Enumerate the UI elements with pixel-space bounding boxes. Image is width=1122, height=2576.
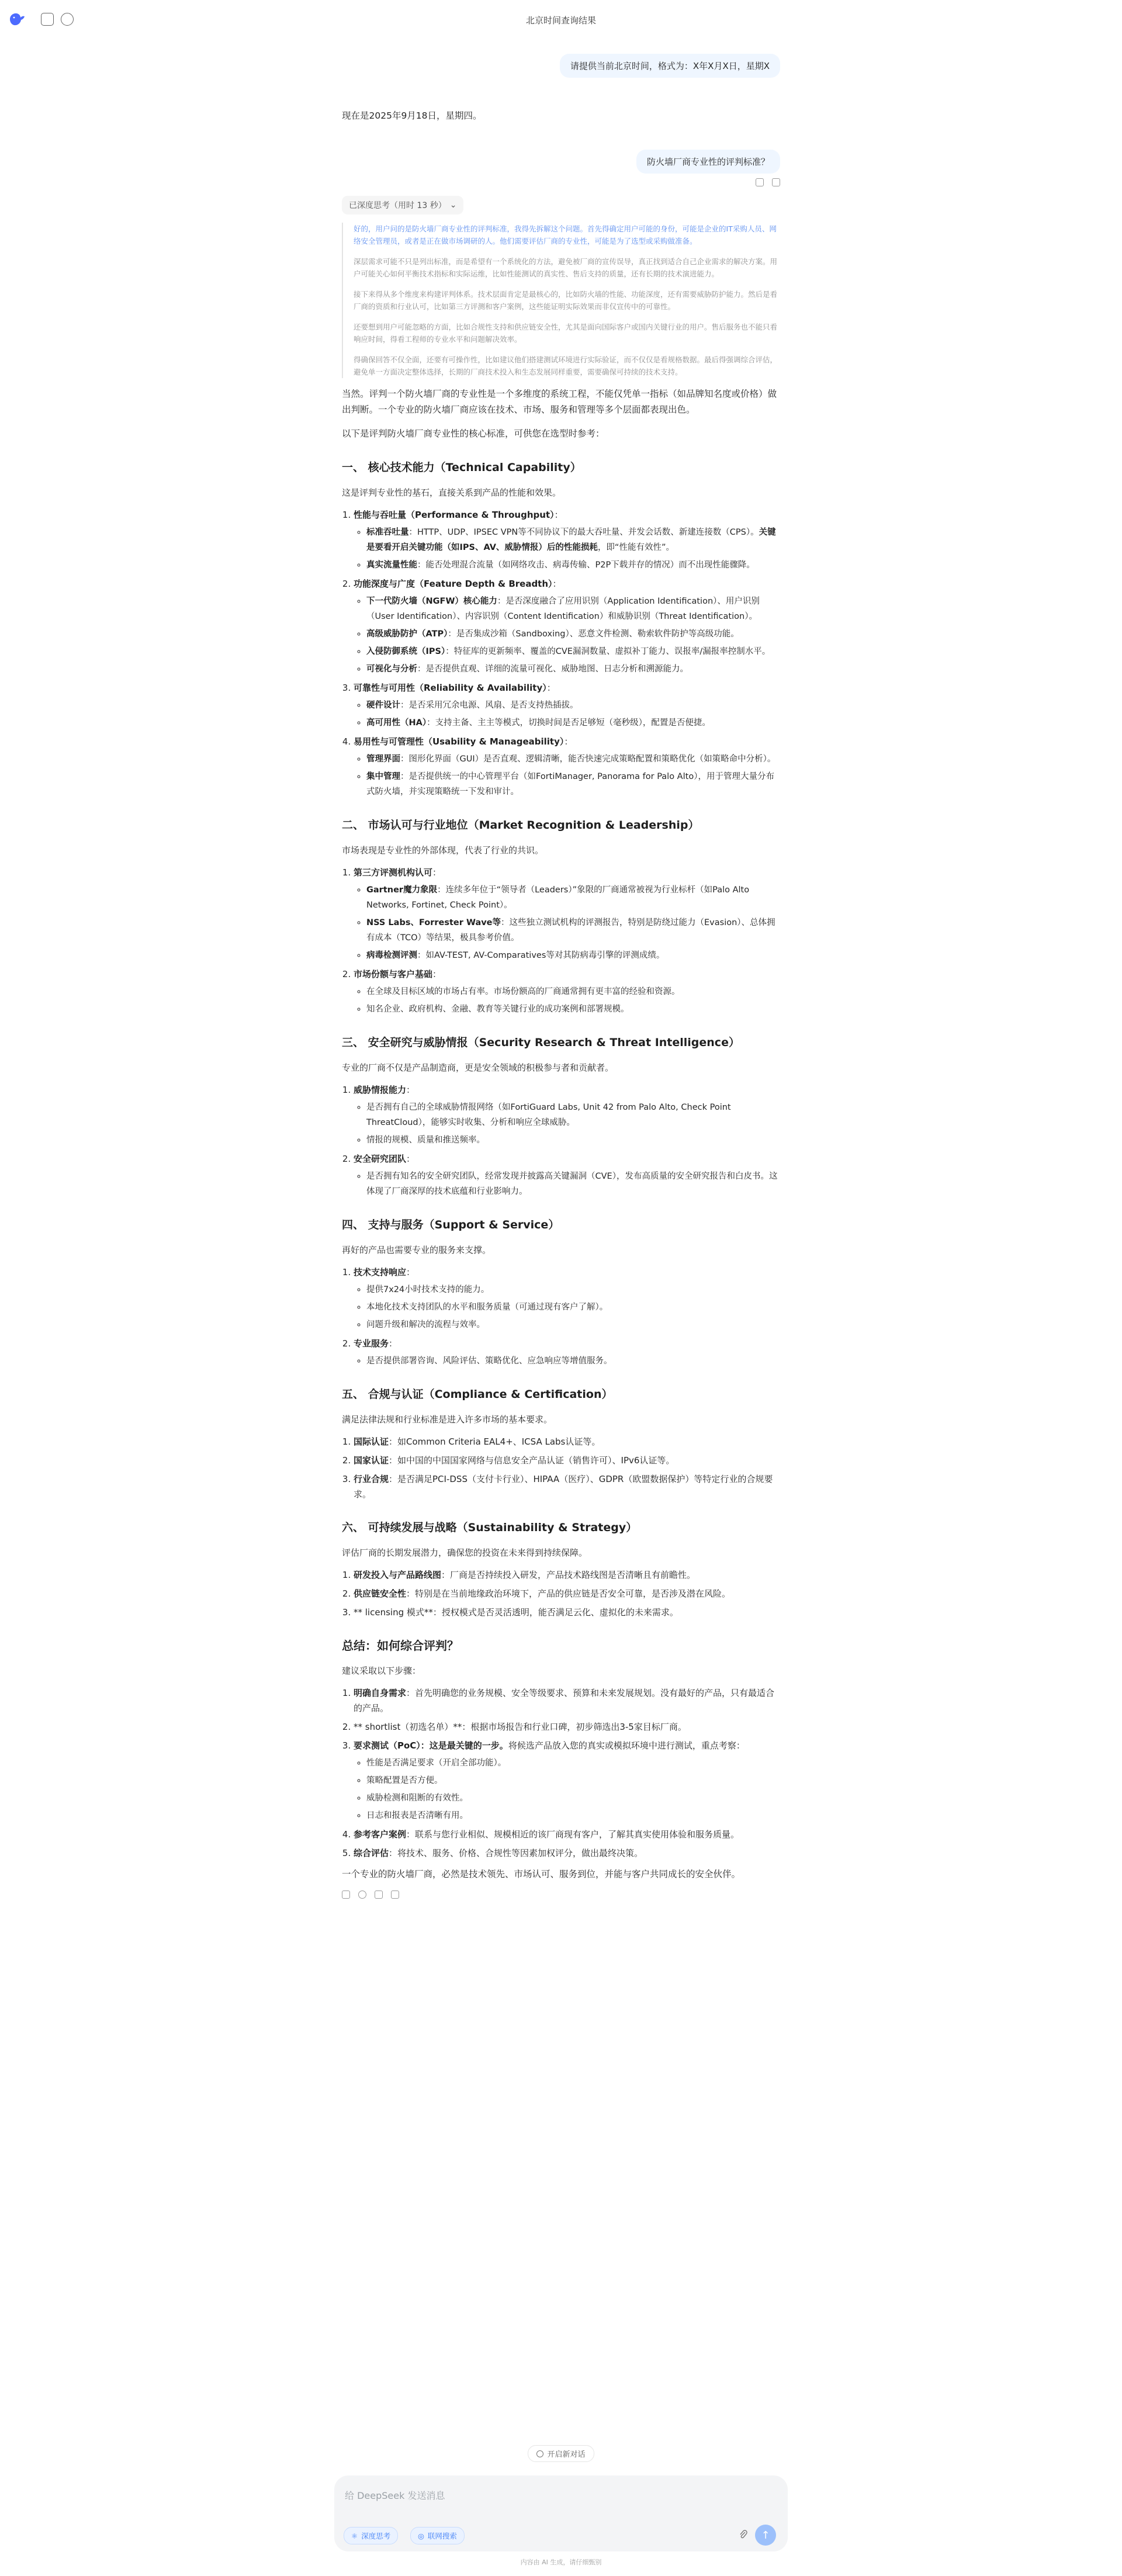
thinking-toggle[interactable] bbox=[342, 196, 463, 214]
sub-item bbox=[366, 769, 780, 799]
item-text: ：如中国的中国国家网络与信息安全产品认证（销售许可）、IPv6认证等。 bbox=[389, 1455, 675, 1466]
deep-think-toggle[interactable] bbox=[344, 2527, 398, 2544]
item-heading: 可靠性与可用性（Reliability & Availability） bbox=[354, 683, 547, 693]
sub-text: 日志和报表是否清晰有用。 bbox=[366, 1811, 468, 1820]
arrow-up-icon: ↑ bbox=[761, 2529, 770, 2542]
summary-title: 总结：如何综合评判？ bbox=[342, 1639, 459, 1653]
sub-item bbox=[366, 698, 780, 713]
summary-intro: 建议采取以下步骤： bbox=[342, 1666, 421, 1676]
sub-item bbox=[366, 1282, 780, 1297]
thinking-paragraph: 还要想到用户可能忽略的方面，比如合规性支持和供应链安全性，尤其是面向国际客户或国内关键行业的用户。售后服务也不能只看响应时间，得看工程师的专业水平和问题解决效率。 bbox=[354, 323, 778, 344]
item-heading: 参考客户案例 bbox=[354, 1829, 407, 1840]
answer-section bbox=[342, 1217, 780, 1369]
sub-heading: 高级威胁防护（ATP） bbox=[366, 629, 448, 639]
assistant-message: 现在是2025年9月18日，星期四。 bbox=[342, 110, 482, 121]
item-heading: 功能深度与广度（Feature Depth & Breadth） bbox=[354, 579, 553, 589]
copy-icon[interactable] bbox=[756, 178, 764, 186]
sub-list bbox=[354, 1756, 780, 1823]
sub-text: ：特征库的更新频率、覆盖的CVE漏洞数量、虚拟补丁能力、误报率/漏报率控制水平。 bbox=[445, 647, 771, 656]
user-message: 请提供当前北京时间，格式为：X年X月X日，星期X bbox=[560, 54, 780, 78]
sub-text: ：这些独立测试机构的评测报告，特别是防绕过能力（Evasion）、总体拥有成本（TCO）等结果，极具参考价值。 bbox=[366, 918, 775, 943]
thinking-paragraph: 深层需求可能不只是列出标准，而是希望有一个系统化的方法，避免被厂商的宣传误导，真正找到适合自己企业需求的解决方案。用户可能关心如何平衡技术指标和实际运维，比如性能测试的真实性、售后支持的质量，还有长期的技术演进能力。 bbox=[354, 257, 778, 278]
sub-text: 性能是否满足要求（开启全部功能）。 bbox=[366, 1758, 507, 1768]
item-heading: 供应链安全性 bbox=[354, 1588, 407, 1599]
sub-item bbox=[366, 1300, 780, 1315]
section-list bbox=[342, 1082, 780, 1199]
sub-item bbox=[366, 915, 780, 946]
list-item bbox=[354, 1846, 780, 1861]
sub-text: ：能否处理混合流量（如网络攻击、病毒传输、P2P下载并存的情况）而不出现性能骤降。 bbox=[417, 560, 755, 570]
thinking-paragraph: 好的，用户问的是防火墙厂商专业性的评判标准，我得先拆解这个问题。首先得确定用户可能的身份，可能是企业的IT采购人员、网络安全管理员，或者是正在做市场调研的人。他们需要评估厂商的专业性，可能是为了选型或采购做准备。 bbox=[354, 224, 777, 245]
sub-item bbox=[366, 1169, 780, 1199]
thinking-paragraph: 接下来得从多个维度来构建评判体系。技术层面肯定是最核心的，比如防火墙的性能、功能深度，还有需要威胁防护能力。然后是看厂商的资质和行业认可，比如第三方评测和客户案例，这些能证明实际效果而非仅宣传中的可靠性。 bbox=[354, 290, 778, 311]
sub-text: 情报的规模、质量和推送频率。 bbox=[366, 1135, 485, 1145]
thinking-paragraph: 得确保回答不仅全面，还要有可操作性，比如建议他们搭建测试环境进行实际验证，而不仅仅是看规格数据。最后得强调综合评估，避免单一方面决定整体选择，长期的厂商技术投入和生态发展同样重要，需要确保可持续的技术支持。 bbox=[354, 355, 778, 376]
sub-list bbox=[354, 1282, 780, 1332]
thinking-label: 已深度思考（用时 13 秒） bbox=[349, 201, 446, 210]
chevron-down-icon: ⌄ bbox=[449, 200, 457, 210]
sub-list bbox=[354, 752, 780, 799]
item-text: ： bbox=[564, 736, 573, 747]
item-text: ：首先明确您的业务规模、安全等级要求、预算和未来发展规划。没有最好的产品，只有最适合的产品。 bbox=[354, 1688, 775, 1713]
section-title: 四、 支持与服务（Support & Service） bbox=[342, 1218, 560, 1231]
sub-text: ，即“性能有效性”。 bbox=[597, 543, 674, 552]
answer-actions bbox=[342, 1891, 780, 1899]
list-item bbox=[354, 680, 780, 730]
summary-section bbox=[342, 1637, 780, 1882]
item-text: ： bbox=[432, 867, 442, 878]
section-list bbox=[342, 1265, 780, 1369]
section-list bbox=[342, 507, 780, 799]
item-heading: 综合评估 bbox=[354, 1848, 389, 1858]
item-text: ：联系与您行业相似、规模相近的该厂商现有客户，了解其真实使用体验和服务质量。 bbox=[406, 1829, 740, 1840]
sub-item bbox=[366, 1756, 780, 1771]
section-intro: 评估厂商的长期发展潜力，确保您的投资在未来得到持续保障。 bbox=[342, 1547, 588, 1558]
item-heading: 国家认证 bbox=[354, 1455, 389, 1466]
sub-heading: Gartner魔力象限 bbox=[366, 885, 438, 895]
answer-section bbox=[342, 1519, 780, 1620]
summary-list bbox=[342, 1685, 780, 1861]
list-item bbox=[354, 1827, 780, 1842]
message-actions bbox=[342, 178, 780, 186]
deep-think-label: 深度思考 bbox=[361, 2532, 391, 2540]
attach-icon[interactable] bbox=[738, 2529, 749, 2540]
list-item bbox=[354, 1434, 780, 1449]
edit-icon[interactable] bbox=[772, 178, 780, 186]
sub-item bbox=[366, 1791, 780, 1806]
section-intro: 满足法律法规和行业标准是进入许多市场的基本要求。 bbox=[342, 1414, 553, 1425]
thinking-content bbox=[342, 223, 780, 378]
sub-text: 是否拥有自己的全球威胁情报网络（如FortiGuard Labs, Unit 42 from Palo Alto, Check Point ThreatCloud），能够实时收集、分析和响应全球威胁。 bbox=[366, 1103, 731, 1127]
sub-heading: 下一代防火墙（NGFW）核心能力 bbox=[366, 597, 497, 606]
item-text: 将候选产品放入您的真实或模拟环境中进行测试，重点考察： bbox=[508, 1740, 745, 1751]
new-chat-button[interactable] bbox=[528, 2445, 594, 2462]
sub-text: 问题升级和解决的流程与效率。 bbox=[366, 1320, 485, 1329]
section-title: 三、 安全研究与威胁情报（Security Research & Threat Intelligence） bbox=[342, 1036, 740, 1049]
sub-heading: 病毒检测评测 bbox=[366, 951, 417, 960]
sub-text: 是否提供部署咨询、风险评估、策略优化、应急响应等增值服务。 bbox=[366, 1356, 612, 1366]
top-bar bbox=[0, 0, 1122, 37]
list-item bbox=[354, 1082, 780, 1148]
item-heading: 安全研究团队 bbox=[354, 1154, 407, 1164]
item-text: ： bbox=[389, 1338, 398, 1349]
answer-intro-2: 以下是评判防火墙厂商专业性的核心标准，可供您在选型时参考： bbox=[342, 428, 605, 439]
list-item bbox=[354, 1738, 780, 1823]
item-text: ： bbox=[554, 510, 563, 520]
sub-heading: NSS Labs、Forrester Wave等 bbox=[366, 918, 501, 927]
answer-intro: 当然。评判一个防火墙厂商的专业性是一个多维度的系统工程，不能仅凭单一指标（如品牌知名度或价格）做出判断。一个专业的防火墙厂商应该在技术、市场、服务和管理等多个层面都表现出色。 bbox=[342, 389, 777, 415]
list-item bbox=[354, 576, 780, 677]
sub-heading: 标准吞吐量 bbox=[366, 528, 409, 537]
list-item bbox=[354, 1605, 780, 1620]
new-chat-label: 开启新对话 bbox=[547, 2450, 586, 2459]
sub-text: ：如AV-TEST, AV-Comparatives等对其防病毒引擎的评测成绩。 bbox=[417, 951, 665, 960]
item-heading: 行业合规 bbox=[354, 1474, 389, 1484]
sub-list bbox=[354, 698, 780, 730]
list-item bbox=[354, 1685, 780, 1716]
item-text: ： bbox=[552, 579, 562, 589]
sub-heading: 硬件设计 bbox=[366, 701, 400, 710]
summary-closing: 一个专业的防火墙厂商，必然是技术领先、市场认可、服务到位，并能与客户共同成长的安全伙伴。 bbox=[342, 1869, 741, 1879]
sub-list bbox=[354, 984, 780, 1017]
sub-text: ：支持主备、主主等模式，切换时间是否足够短（毫秒级），配置是否便捷。 bbox=[427, 718, 711, 728]
list-item bbox=[354, 967, 780, 1017]
list-item bbox=[354, 1265, 780, 1332]
sub-list bbox=[354, 1169, 780, 1199]
sub-item bbox=[366, 984, 780, 999]
item-heading: 明确自身需求 bbox=[354, 1688, 407, 1698]
section-intro: 市场表现是专业性的外部体现，代表了行业的共识。 bbox=[342, 845, 544, 856]
sub-heading: 可视化与分析 bbox=[366, 664, 417, 674]
item-text: ： bbox=[546, 683, 556, 693]
item-heading: 易用性与可管理性（Usability & Manageability） bbox=[354, 736, 565, 747]
sub-item bbox=[366, 1133, 780, 1148]
item-heading: 威胁情报能力 bbox=[354, 1085, 407, 1095]
sub-item bbox=[366, 882, 780, 913]
thumb-up-icon[interactable] bbox=[375, 1891, 383, 1899]
item-text: ：特别是在当前地缘政治环境下，产品的供应链是否安全可靠，是否涉及潜在风险。 bbox=[406, 1588, 731, 1599]
sub-text: 知名企业、政府机构、金融、教育等关键行业的成功案例和部署规模。 bbox=[366, 1005, 629, 1014]
section-title: 五、 合规与认证（Compliance & Certification） bbox=[342, 1388, 613, 1401]
copy-icon[interactable] bbox=[342, 1891, 350, 1899]
section-list bbox=[342, 1567, 780, 1620]
composer bbox=[334, 2475, 788, 2551]
item-text: ： bbox=[432, 969, 442, 979]
item-text: ：是否满足PCI-DSS（支付卡行业）、HIPAA（医疗）、GDPR（欧盟数据保护）等特定行业的合规要求。 bbox=[354, 1474, 773, 1500]
sub-text: 本地化技术支持团队的水平和服务质量（可通过现有客户了解）。 bbox=[366, 1303, 608, 1312]
item-heading: 技术支持响应 bbox=[354, 1267, 407, 1277]
chat-thread bbox=[342, 54, 780, 1899]
section-title: 六、 可持续发展与战略（Sustainability & Strategy） bbox=[342, 1521, 638, 1534]
sub-text: ：图形化界面（GUI）是否直观、逻辑清晰，能否快速完成策略配置和策略优化（如策略命中分析）。 bbox=[400, 754, 776, 764]
footer-note: 内容由 AI 生成，请仔细甄别 bbox=[520, 2558, 602, 2566]
item-heading: 国际认证 bbox=[354, 1436, 389, 1447]
sub-text: 是否拥有知名的安全研究团队，经常发现并披露高关键漏洞（CVE），发布高质量的安全研究报告和白皮书。这体现了厂商深厚的技术底蕴和行业影响力。 bbox=[366, 1172, 778, 1196]
item-text: ： bbox=[406, 1085, 415, 1095]
web-search-label: 联网搜索 bbox=[427, 2532, 457, 2540]
page-title: 北京时间查询结果 bbox=[525, 15, 596, 26]
sub-heading: 管理界面 bbox=[366, 754, 400, 764]
sub-heading: 集中管理 bbox=[366, 772, 400, 781]
sub-item bbox=[366, 752, 780, 767]
sub-item bbox=[366, 715, 780, 730]
item-text: ：如Common Criteria EAL4+、ICSA Labs认证等。 bbox=[389, 1436, 601, 1447]
sub-text: 威胁检测和阻断的有效性。 bbox=[366, 1793, 468, 1803]
regenerate-icon[interactable] bbox=[358, 1891, 366, 1899]
sub-text: ：是否深度融合了应用识别（Application Identification）、用户识别（User Identification）、内容识别（Content Identification）和威胁识别（Threat Identification）。 bbox=[366, 597, 760, 621]
item-heading: 第三方评测机构认可 bbox=[354, 867, 433, 878]
user-message: 防火墙厂商专业性的评判标准？ bbox=[636, 150, 780, 174]
send-button[interactable] bbox=[755, 2525, 776, 2546]
sub-text: ：是否采用冗余电源、风扇、是否支持热插拔。 bbox=[400, 701, 579, 710]
item-heading: 市场份额与客户基础 bbox=[354, 969, 433, 979]
item-heading: 研发投入与产品路线图 bbox=[354, 1570, 442, 1580]
sub-text: ：是否集成沙箱（Sandboxing）、恶意文件检测、勒索软件防护等高级功能。 bbox=[448, 629, 739, 639]
atom-icon: ⚛ bbox=[351, 2531, 358, 2540]
list-item bbox=[354, 734, 780, 799]
section-title: 二、 市场认可与行业地位（Market Recognition & Leadership） bbox=[342, 819, 699, 832]
item-text: ：厂商是否持续投入研发，产品技术路线图是否清晰且有前瞻性。 bbox=[441, 1570, 696, 1580]
sub-text: ：连续多年位于“领导者（Leaders）”象限的厂商通常被视为行业标杆（如Palo Alto Networks, Fortinet, Check Point）。 bbox=[366, 885, 750, 910]
sub-list bbox=[354, 1100, 780, 1148]
section-intro: 这是评判专业性的基石，直接关系到产品的性能和效果。 bbox=[342, 487, 562, 498]
sub-item bbox=[366, 594, 780, 624]
sub-item bbox=[366, 1317, 780, 1332]
sub-list bbox=[354, 1353, 780, 1369]
item-text: ** licensing 模式**：授权模式是否灵活透明，能否满足云化、虚拟化的未来需求。 bbox=[354, 1607, 678, 1618]
sub-list bbox=[354, 882, 780, 963]
sub-item bbox=[366, 948, 780, 963]
answer-section bbox=[342, 817, 780, 1017]
list-item bbox=[354, 1719, 780, 1734]
answer-sections bbox=[342, 459, 780, 1620]
sub-item bbox=[366, 1808, 780, 1823]
section-list bbox=[342, 1434, 780, 1502]
section-intro: 专业的厂商不仅是产品制造商，更是安全领域的积极参与者和贡献者。 bbox=[342, 1062, 614, 1073]
sub-list bbox=[354, 525, 780, 573]
thumb-down-icon[interactable] bbox=[391, 1891, 399, 1899]
sub-emphasis: 关键是要看开启关键功能（如IPS、AV、威胁情报）后的性能损耗 bbox=[366, 528, 776, 552]
list-item bbox=[354, 507, 780, 573]
sub-item bbox=[366, 1002, 780, 1017]
item-text: ** shortlist（初选名单）**：根据市场报告和行业口碑，初步筛选出3-5家目标厂商。 bbox=[354, 1722, 687, 1732]
sub-item bbox=[366, 662, 780, 677]
sub-text: 策略配置是否方便。 bbox=[366, 1776, 443, 1785]
sub-heading: 真实流量性能 bbox=[366, 560, 417, 570]
sub-item bbox=[366, 558, 780, 573]
answer-section bbox=[342, 1386, 780, 1502]
web-search-toggle[interactable] bbox=[410, 2527, 465, 2544]
list-item bbox=[354, 1586, 780, 1601]
answer-section bbox=[342, 1034, 780, 1199]
sub-heading: 入侵防御系统（IPS） bbox=[366, 647, 446, 656]
new-chat-row bbox=[0, 2445, 1122, 2462]
sub-item bbox=[366, 525, 780, 555]
list-item bbox=[354, 1567, 780, 1583]
sub-item bbox=[366, 626, 780, 642]
item-text: ：将技术、服务、价格、合规性等因素加权评分，做出最终决策。 bbox=[389, 1848, 643, 1858]
sub-text: ：是否提供统一的中心管理平台（如FortiManager, Panorama for Palo Alto），用于管理大量分布式防火墙，并实现策略统一下发和审计。 bbox=[366, 772, 774, 797]
sub-item bbox=[366, 1100, 780, 1130]
section-list bbox=[342, 865, 780, 1017]
sub-heading: 高可用性（HA） bbox=[366, 718, 427, 728]
item-heading: 性能与吞吐量（Performance & Throughput） bbox=[354, 510, 555, 520]
item-text: ： bbox=[406, 1154, 415, 1164]
sub-text: 提供7x24小时技术支持的能力。 bbox=[366, 1285, 490, 1294]
chat-icon bbox=[536, 2450, 543, 2457]
list-item bbox=[354, 1453, 780, 1468]
list-item bbox=[354, 1471, 780, 1502]
sub-text: 在全球及目标区域的市场占有率。市场份额高的厂商通常拥有更丰富的经验和资源。 bbox=[366, 987, 680, 996]
list-item bbox=[354, 1336, 780, 1369]
section-intro: 再好的产品也需要专业的服务来支撑。 bbox=[342, 1245, 491, 1255]
list-item bbox=[354, 1151, 780, 1199]
sub-text: ：是否提供直观、详细的流量可视化、威胁地图、日志分析和溯源能力。 bbox=[417, 664, 688, 674]
item-heading: 要求测试（PoC）：这是最关键的一步。 bbox=[354, 1740, 508, 1751]
sub-item bbox=[366, 1353, 780, 1369]
sub-list bbox=[354, 594, 780, 677]
section-title: 一、 核心技术能力（Technical Capability） bbox=[342, 461, 581, 474]
answer-section bbox=[342, 459, 780, 799]
item-text: ： bbox=[406, 1267, 415, 1277]
item-heading: 专业服务 bbox=[354, 1338, 389, 1349]
message-input[interactable] bbox=[344, 2486, 755, 2505]
globe-icon: ◎ bbox=[418, 2531, 424, 2540]
sub-item bbox=[366, 1773, 780, 1788]
sub-text: ：HTTP、UDP、IPSEC VPN等不同协议下的最大吞吐量、并发会话数、新建连接数（CPS）。 bbox=[408, 528, 759, 537]
sub-item bbox=[366, 644, 780, 659]
list-item bbox=[354, 865, 780, 963]
